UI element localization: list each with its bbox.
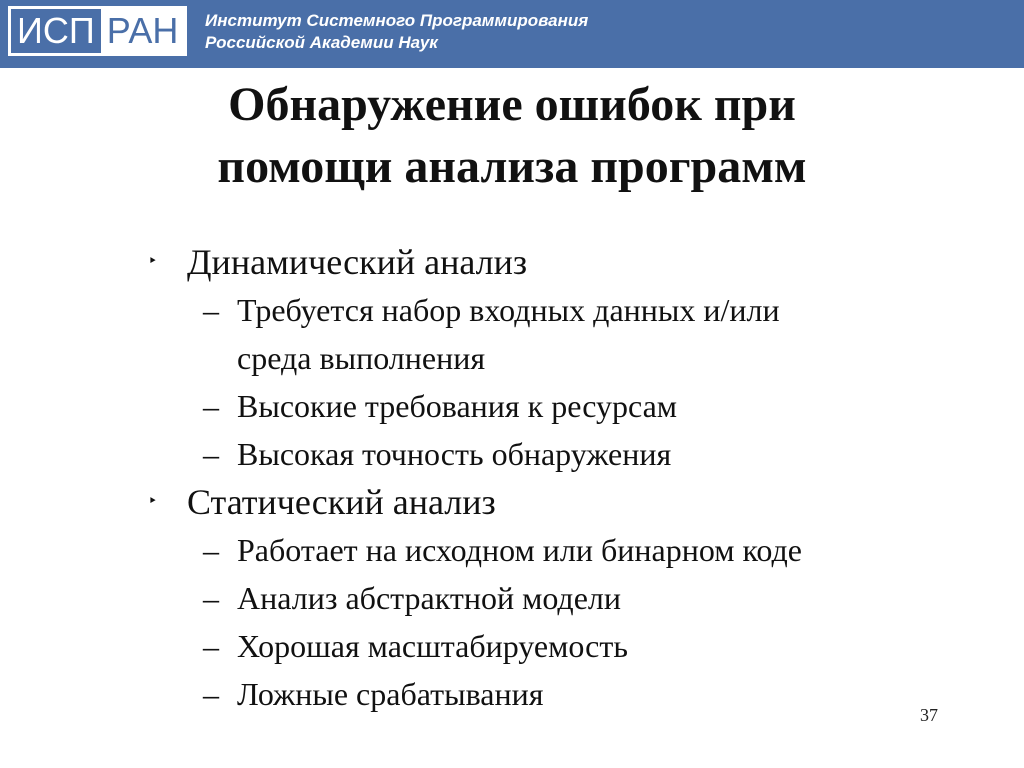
institute-line-1: Институт Системного Программирования — [205, 11, 589, 30]
sub-item-text: Высокие требования к ресурсам — [237, 388, 678, 424]
logo-right-text: РАН — [101, 9, 185, 53]
bullet-marker-icon: ‣ — [148, 253, 158, 270]
dash-marker: – — [203, 676, 219, 712]
bullet-item-dynamic-analysis — [0, 238, 1024, 286]
sub-item — [0, 382, 1024, 430]
header-band — [0, 0, 1024, 68]
dash-marker: – — [203, 580, 219, 616]
sub-item — [0, 286, 1024, 334]
sub-item — [0, 526, 1024, 574]
sub-item-text: Высокая точность обнаружения — [237, 436, 672, 472]
dash-marker: – — [203, 292, 219, 328]
title-line-1: Обнаружение ошибок при — [228, 78, 796, 131]
dash-marker: – — [203, 436, 219, 472]
logo-left-text: ИСП — [11, 9, 101, 53]
sub-item-continuation — [0, 334, 1024, 382]
sub-item-text: Анализ абстрактной модели — [237, 580, 621, 616]
ispran-logo — [8, 6, 187, 56]
bullet-heading: Статический анализ — [187, 482, 496, 522]
bullet-item-static-analysis — [0, 478, 1024, 526]
institute-line-2: Российской Академии Наук — [205, 33, 438, 52]
dash-marker: – — [203, 628, 219, 664]
sub-item-text: Требуется набор входных данных и/или — [237, 292, 780, 328]
sub-item — [0, 430, 1024, 478]
sub-item-text: Ложные срабатывания — [237, 676, 544, 712]
bullet-heading: Динамический анализ — [187, 242, 528, 282]
sub-item-text: Работает на исходном или бинарном коде — [237, 532, 802, 568]
slide-title — [0, 74, 1024, 198]
dash-marker: – — [203, 388, 219, 424]
sub-item — [0, 574, 1024, 622]
bullet-list — [0, 238, 1024, 718]
sub-item — [0, 622, 1024, 670]
sub-item-text: Хорошая масштабируемость — [237, 628, 628, 664]
title-line-2: помощи анализа программ — [217, 140, 807, 193]
institute-name — [205, 10, 588, 54]
dash-marker: – — [203, 532, 219, 568]
bullet-marker-icon: ‣ — [148, 493, 158, 510]
sub-item-text: среда выполнения — [237, 340, 486, 376]
sub-item — [0, 670, 1024, 718]
page-number: 37 — [920, 705, 938, 725]
